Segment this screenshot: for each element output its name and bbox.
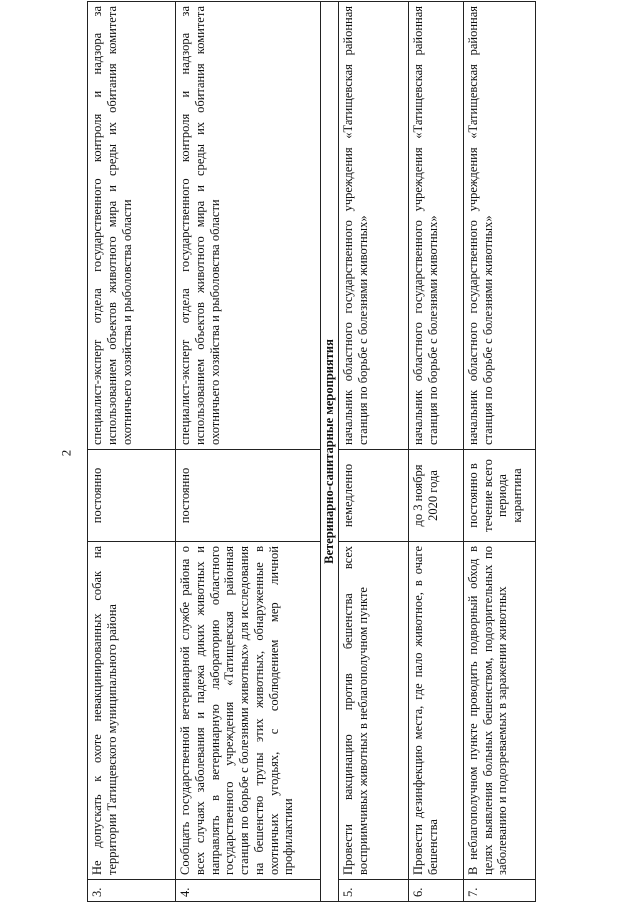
measures-table	[87, 1, 536, 902]
measure-executor: начальник областного государственного учреждения «Татищевская районная станция по борьбе с болезнями животных»	[408, 2, 463, 450]
section-title: Ветеринарно-санитарные мероприятия	[321, 2, 339, 902]
row-number: 6.	[408, 880, 463, 902]
measure-description: Не допускать к охоте невакцинированных собак на территории Татищевского муниципального района	[88, 542, 176, 880]
measure-description: Провести вакцинацию против бешенства всех восприимчивых животных в неблагополучном пункте	[338, 542, 408, 880]
measure-executor: начальник областного государственного учреждения «Татищевская районная станция по борьбе с болезнями животных»	[338, 2, 408, 450]
row-number: 5.	[338, 880, 408, 902]
measure-executor: начальник областного государственного учреждения «Татищевская районная станция по борьбе с болезнями животных»	[463, 2, 535, 450]
measure-term: постоянно в течение всего периода карантина	[463, 450, 535, 542]
measure-term: постоянно	[88, 450, 176, 542]
measure-executor: специалист-эксперт отдела государственного контроля и надзора за использованием объектов животного мира и среды их обитания комитета охотничьего хозяйства и рыболовства области	[176, 2, 321, 450]
table-row	[463, 2, 535, 902]
section-row	[321, 2, 339, 902]
measure-term: до 3 ноября 2020 года	[408, 450, 463, 542]
measure-description: Провести дезинфекцию места, где пало животное, в очаге бешенства	[408, 542, 463, 880]
measure-term: немедленно	[338, 450, 408, 542]
rotated-table-container	[87, 2, 607, 902]
table-row	[88, 2, 176, 902]
page-number: 2	[58, 449, 74, 457]
table-row	[176, 2, 321, 902]
row-number: 4.	[176, 880, 321, 902]
table-row	[408, 2, 463, 902]
measure-description: Сообщать государственной ветеринарной службе района о всех случаях заболевания и падежа диких животных и направлять в ветеринарную лабораторию областного государственного учреждения «Татищевская районная станция по борьбе с болезнями животных» для исследования на бешенство трупы этих животных, обнаруженные в охотничьих угодьях, с соблюдением мер личной профилактики	[176, 542, 321, 880]
table-row	[338, 2, 408, 902]
row-number: 7.	[463, 880, 535, 902]
measure-term: постоянно	[176, 450, 321, 542]
measure-executor: специалист-эксперт отдела государственного контроля и надзора за использованием объектов животного мира и среды их обитания комитета охотничьего хозяйства и рыболовства области	[88, 2, 176, 450]
document-body	[87, 2, 607, 902]
measure-description: В неблагополучном пункте проводить подворный обход в целях выявления больных бешенством, подозрительных по заболеванию и подозреваемых в заражении животных	[463, 542, 535, 880]
row-number: 3.	[88, 880, 176, 902]
